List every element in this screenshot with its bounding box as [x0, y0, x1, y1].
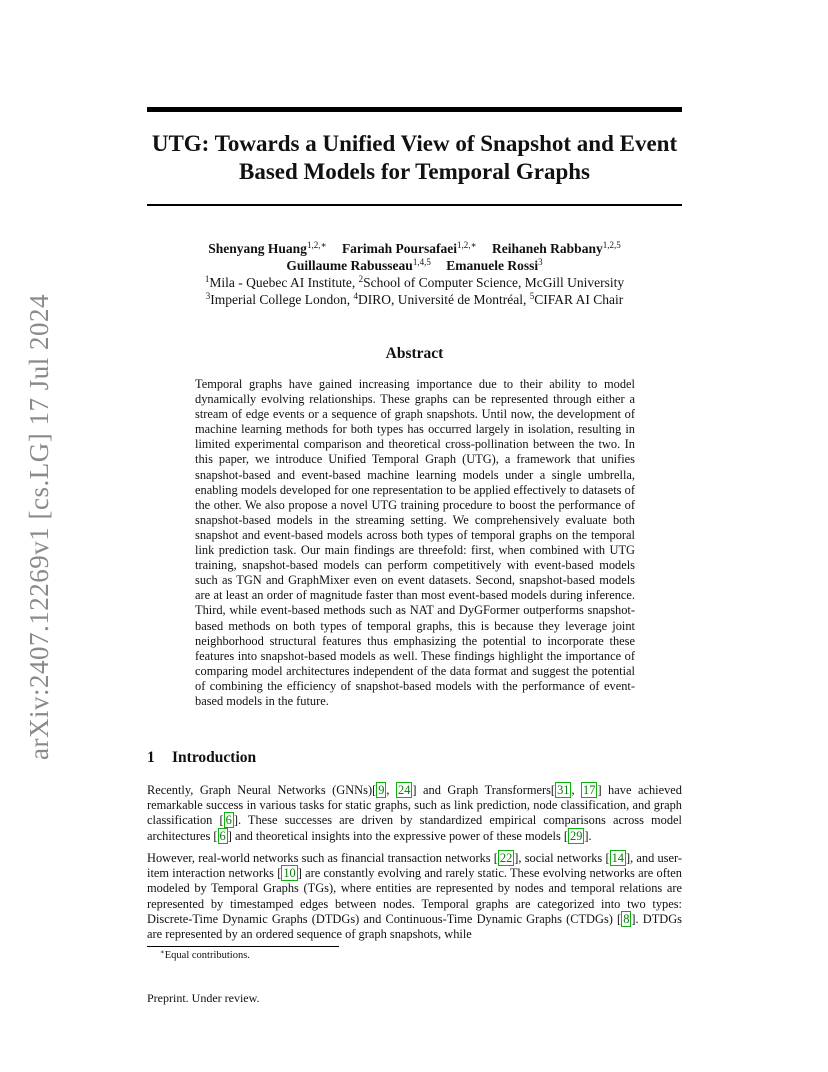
- author-affil-sup: 1,4,5: [412, 257, 431, 267]
- citation-link[interactable]: 14: [611, 851, 624, 865]
- preprint-footer: Preprint. Under review.: [147, 991, 260, 1005]
- citation-link[interactable]: 29: [570, 828, 583, 843]
- section-number: 1: [147, 749, 155, 766]
- intro-paragraph-1: Recently, Graph Neural Networks (GNNs)[ 9 , 24 ] and Graph Transformers[ 31 , 17 ] have achieved remarkable success in various tasks for static graphs, such as link prediction, node classification, and graph classification [ 6 ]. These successes are driven by standardized empirical comparisons across model architectures [ 6 ] and theoretical insights into the expressive power of these models [ 29 ].: [147, 783, 682, 843]
- citation-link[interactable]: 9: [378, 783, 385, 797]
- author-affil-sup: 1,2,∗: [306, 240, 327, 250]
- affil-sup: 2: [358, 274, 364, 284]
- author-name: Shenyang Huang: [208, 241, 307, 256]
- affil-sup: 3: [205, 291, 211, 301]
- affiliation: DIRO, Université de Montréal,: [357, 292, 530, 307]
- affil-sup: 4: [353, 291, 358, 301]
- affiliation: School of Computer Science, McGill University: [363, 275, 625, 290]
- abstract-text: Temporal graphs have gained increasing importance due to their ability to model dynamically evolving relationships. These graphs can be represented through either a stream of edge events or a sequence of graph snapshots. Until now, the development of machine learning methods for both types has occurred largely in isolation, resulting in limited experimental comparison and theoretical cross-pollination between the two. In this paper, we introduce Unified Temporal Graph (UTG), a framework that unifies snapshot-based and event-based machine learning models under a single umbrella, enabling models developed for one representation to be applied effectively to datasets of the other. We also propose a novel UTG training procedure to boost the performance of snapshot-based models in the streaming setting. We comprehensively evaluate both snapshot and event-based models across both types of temporal graphs on the temporal link prediction task. Our main findings are threefold: first, when combined with UTG training, snapshot-based models can perform competitively with event-based models such as TGN and GraphMixer even on event datasets. Second, snapshot-based models are at least an order of magnitude faster than most event-based models during inference. Third, while event-based methods such as NAT and DyGFormer outperforms snapshot-based methods on both types of temporal graphs, this is because they leverage joint neighborhood structural features thus emphasizing the potential to incorporate these features into snapshot-based models as well. These findings highlight the importance of comparing model architectures independent of the data format and suggest the potential of combining the efficiency of snapshot-based models with the performance of event-based models in the future.: [195, 377, 635, 708]
- affil-sup: 5: [529, 291, 535, 301]
- footnote-rule: [147, 946, 339, 947]
- affiliation: Mila - Quebec AI Institute,: [209, 275, 359, 290]
- author-affil-sup: 1,2,∗: [457, 240, 477, 250]
- affiliation: CIFAR AI Chair: [534, 292, 624, 307]
- section-title: Introduction: [172, 749, 257, 766]
- author-affil-sup: 3: [538, 257, 543, 267]
- citation-link[interactable]: 31: [557, 783, 570, 797]
- author-row-1: [147, 240, 682, 257]
- citation-link[interactable]: 10: [283, 866, 296, 881]
- author-name: Emanuele Rossi: [446, 258, 539, 273]
- author-block: [147, 240, 682, 308]
- citation-link[interactable]: 17: [583, 783, 596, 797]
- abstract-heading: Abstract: [385, 345, 444, 362]
- paper-title: [147, 130, 682, 186]
- citation-link[interactable]: 8: [623, 911, 630, 926]
- citation-link[interactable]: 6: [225, 813, 232, 828]
- affiliation-row-2: [147, 291, 682, 308]
- affiliation-row-1: [147, 274, 682, 291]
- title-bottom-rule: [147, 204, 682, 206]
- title-top-rule: [147, 107, 682, 112]
- title-line-2: Based Models for Temporal Graphs: [239, 159, 590, 184]
- intro-paragraph-2: However, real-world networks such as financial transaction networks [ 22 ], social networks [ 14 ], and user-item interaction networks [ 10 ] are constantly evolving and rarely static. These evolving networks are often modeled by Temporal Graphs (TGs), where entities are represented by nodes and temporal relations are represented by timestamped edges between nodes. Temporal graphs are categorized into two types: Discrete-Time Dynamic Graphs (DTDGs) and Continuous-Time Dynamic Graphs (CTDGs) [ 8 ]. DTDGs are represented by an ordered sequence of graph snapshots, while: [147, 851, 683, 942]
- author-name: Guillaume Rabusseau: [286, 258, 413, 273]
- citation-link[interactable]: 6: [219, 828, 226, 843]
- arxiv-side-stamp: arXiv:2407.12269v1 [cs.LG] 17 Jul 2024: [24, 294, 54, 760]
- footnote-text: Equal contributions.: [164, 950, 250, 961]
- footnote-mark: ∗: [160, 948, 165, 956]
- affiliation: Imperial College London,: [210, 292, 354, 307]
- affil-sup: 1: [204, 274, 210, 284]
- author-name: Reihaneh Rabbany: [492, 241, 603, 256]
- citation-link[interactable]: 24: [398, 783, 411, 797]
- section-heading: [147, 749, 256, 767]
- title-line-1: UTG: Towards a Unified View of Snapshot and Event: [151, 131, 678, 156]
- citation-link[interactable]: 22: [499, 851, 513, 865]
- author-row-2: [147, 257, 682, 274]
- author-affil-sup: 1,2,5: [602, 240, 621, 250]
- footnote: [160, 950, 250, 961]
- author-name: Farimah Poursafaei: [341, 241, 458, 256]
